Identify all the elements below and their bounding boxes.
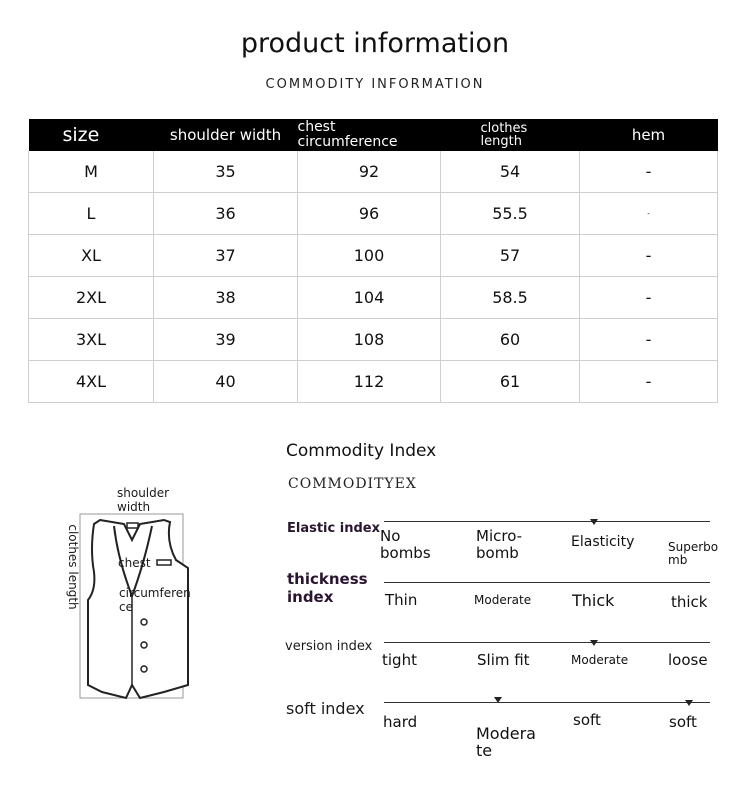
elastic-option-superbomb: Superbomb xyxy=(668,540,719,567)
label-shoulder-width xyxy=(117,486,169,514)
header-chest-circumference xyxy=(298,119,441,151)
cell-shoulder: 39 xyxy=(154,319,298,361)
soft-marker-1-icon xyxy=(494,697,502,703)
cell-shoulder: 35 xyxy=(154,151,298,193)
cell-length: 55.5 xyxy=(441,193,580,235)
label-shoulder-line1: shoulder xyxy=(117,486,170,500)
header-length-line1: clothes xyxy=(480,121,528,136)
cell-size: M xyxy=(29,151,154,193)
cell-shoulder: 38 xyxy=(154,277,298,319)
elastic-option-elasticity: Elasticity xyxy=(571,534,635,550)
version-index-label: version index xyxy=(285,639,373,654)
cell-hem: - xyxy=(580,319,718,361)
thickness-option-moderate: Moderate xyxy=(474,593,532,607)
table-row xyxy=(29,235,718,277)
label-circumference-line2: ce xyxy=(119,600,133,614)
cell-hem: - xyxy=(580,151,718,193)
index-subtitle: COMMODITYEX xyxy=(288,476,417,492)
thickness-option-thick-2: thick xyxy=(671,593,708,611)
cell-chest: 108 xyxy=(298,319,441,361)
header-shoulder-width: shoulder width xyxy=(154,119,298,151)
elastic-option-no-bombs: No bombs xyxy=(380,527,431,562)
soft-index-label: soft index xyxy=(286,699,365,718)
cell-chest: 104 xyxy=(298,277,441,319)
cell-chest: 112 xyxy=(298,361,441,403)
soft-option-soft-2: soft xyxy=(669,713,697,731)
elastic-index-label: Elastic index xyxy=(287,521,380,536)
label-chest: chest xyxy=(118,556,151,570)
cell-length: 61 xyxy=(441,361,580,403)
cell-size: 3XL xyxy=(29,319,154,361)
header-chest-line2: circumference xyxy=(297,134,398,150)
cell-size: 4XL xyxy=(29,361,154,403)
soft-option-soft: soft xyxy=(573,711,601,729)
cell-shoulder: 36 xyxy=(154,193,298,235)
header-chest-line1: chest xyxy=(297,119,336,135)
cell-chest: 92 xyxy=(298,151,441,193)
table-row xyxy=(29,151,718,193)
cell-length: 60 xyxy=(441,319,580,361)
label-circumference xyxy=(119,586,191,614)
version-option-slim-fit: Slim fit xyxy=(477,651,530,669)
version-marker-icon xyxy=(590,640,598,646)
cell-length: 57 xyxy=(441,235,580,277)
table-row xyxy=(29,277,718,319)
cell-shoulder: 37 xyxy=(154,235,298,277)
version-scale-line xyxy=(384,642,710,643)
label-circumference-line1: circumferen xyxy=(119,586,191,600)
header-length-line2: length xyxy=(480,134,522,149)
cell-size: XL xyxy=(29,235,154,277)
cell-chest: 100 xyxy=(298,235,441,277)
version-option-moderate: Moderate xyxy=(571,653,629,667)
soft-marker-2-icon xyxy=(685,700,693,706)
vest-diagram xyxy=(60,480,230,710)
cell-hem: - xyxy=(580,277,718,319)
cell-length: 58.5 xyxy=(441,277,580,319)
elastic-marker-icon xyxy=(590,519,598,525)
cell-chest: 96 xyxy=(298,193,441,235)
thickness-scale-line xyxy=(384,582,710,583)
table-header-row xyxy=(29,119,718,151)
label-shoulder-line2: width xyxy=(117,500,151,514)
elastic-option-micro-bomb: Micro-bomb xyxy=(476,527,523,562)
table-row xyxy=(29,361,718,403)
thickness-option-thick: Thick xyxy=(572,591,615,610)
page-subtitle: COMMODITY INFORMATION xyxy=(265,77,485,92)
table-row xyxy=(29,319,718,361)
thickness-index-label xyxy=(287,570,368,606)
elastic-scale-line xyxy=(384,521,710,522)
index-title: Commodity Index xyxy=(286,441,437,461)
header-clothes-length xyxy=(441,119,580,151)
soft-scale-line xyxy=(384,702,710,703)
thickness-label-line1: thickness xyxy=(287,570,368,588)
version-option-loose: loose xyxy=(668,651,708,669)
cell-size: L xyxy=(29,193,154,235)
table-row xyxy=(29,193,718,235)
thickness-option-thin: Thin xyxy=(385,591,418,609)
cell-length: 54 xyxy=(441,151,580,193)
soft-option-moderate: Moderate xyxy=(476,724,536,760)
label-clothes-length: clothes length xyxy=(66,524,80,610)
cell-hem: - xyxy=(580,361,718,403)
soft-option-hard: hard xyxy=(383,713,418,731)
cell-hem: - xyxy=(580,235,718,277)
cell-hem: - xyxy=(580,193,718,235)
size-table xyxy=(28,119,717,401)
cell-shoulder: 40 xyxy=(154,361,298,403)
cell-size: 2XL xyxy=(29,277,154,319)
version-option-tight: tight xyxy=(382,651,417,669)
thickness-label-line2: index xyxy=(287,588,334,606)
header-hem: hem xyxy=(580,119,718,151)
page-title: product information xyxy=(240,28,510,59)
header-size: size xyxy=(29,119,154,151)
